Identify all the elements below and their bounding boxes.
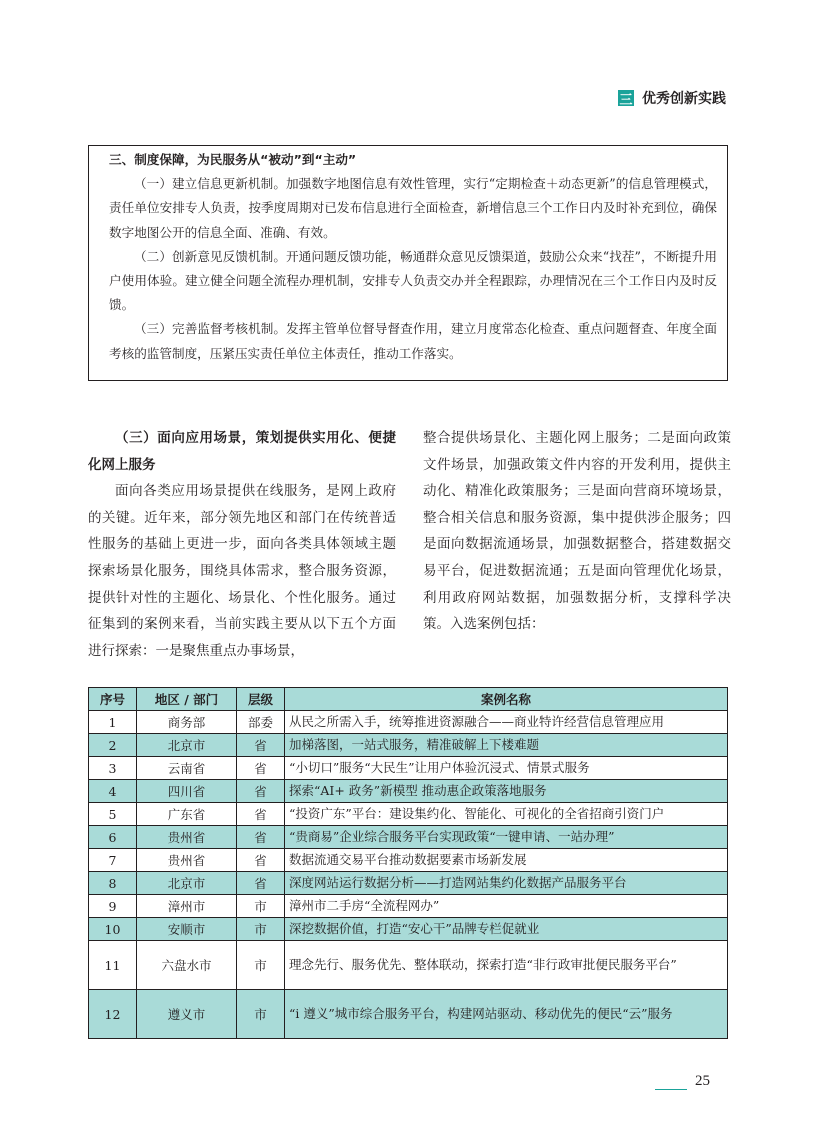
row-case-name: 漳州市二手房“全流程网办” xyxy=(285,895,728,918)
row-level: 省 xyxy=(237,757,285,780)
table-row xyxy=(89,990,728,1039)
header-level: 层级 xyxy=(237,688,285,711)
table-row xyxy=(89,918,728,941)
row-level: 省 xyxy=(237,849,285,872)
table-row xyxy=(89,803,728,826)
row-case-name: 从民之所需入手，统筹推进资源融合——商业特许经营信息管理应用 xyxy=(285,711,728,734)
header-name: 案例名称 xyxy=(285,688,728,711)
row-region: 广东省 xyxy=(137,803,237,826)
table-row xyxy=(89,711,728,734)
row-region: 安顺市 xyxy=(137,918,237,941)
table-row xyxy=(89,757,728,780)
row-region: 漳州市 xyxy=(137,895,237,918)
row-case-name: 深度网站运行数据分析——打造网站集约化数据产品服务平台 xyxy=(285,872,728,895)
table-row xyxy=(89,872,728,895)
row-region: 北京市 xyxy=(137,734,237,757)
row-case-name: 加梯落图，一站式服务，精准破解上下楼难题 xyxy=(285,734,728,757)
row-level: 市 xyxy=(237,895,285,918)
row-no: 11 xyxy=(89,941,137,990)
table-row xyxy=(89,895,728,918)
row-level: 省 xyxy=(237,803,285,826)
section-number-icon: 三 xyxy=(618,90,634,106)
row-level: 省 xyxy=(237,826,285,849)
page-number: 25 xyxy=(695,1073,710,1089)
row-case-name: “小切口”服务“大民生”让用户体验沉浸式、情景式服务 xyxy=(285,757,728,780)
row-region: 遵义市 xyxy=(137,990,237,1039)
box-paragraph-1: （一）建立信息更新机制。加强数字地图信息有效性管理，实行“定期检查＋动态更新”的信息管理模式，责任单位安排专人负责，按季度周期对已发布信息进行全面检查，新增信息三个工作日内及时补充到位，确保数字地图公开的信息全面、准确、有效。 xyxy=(109,176,717,240)
box-title: 三、制度保障，为民服务从“被动”到“主动” xyxy=(109,152,357,167)
cases-table xyxy=(88,687,728,1039)
row-no: 7 xyxy=(89,849,137,872)
row-no: 2 xyxy=(89,734,137,757)
page-number-rule xyxy=(655,1089,687,1090)
body-column-right xyxy=(423,425,731,638)
row-level: 市 xyxy=(237,990,285,1039)
row-no: 12 xyxy=(89,990,137,1039)
row-case-name: “i 遵义”城市综合服务平台，构建网站驱动、移动优先的便民“云”服务 xyxy=(285,990,728,1039)
table-row xyxy=(89,826,728,849)
body-column-left xyxy=(88,425,396,664)
row-case-name: “投资广东”平台：建设集约化、智能化、可视化的全省招商引资门户 xyxy=(285,803,728,826)
body-paragraph-left: 面向各类应用场景提供在线服务，是网上政府的关键。近年来，部分领先地区和部门在传统普适性服务的基础上更进一步，面向各类具体领域主题探索场景化服务，围绕具体需求，整合服务资源，提供针对性的主题化、场景化、个性化服务。通过征集到的案例来看，当前实践主要从以下五个方面进行探索：一是聚焦重点办事场景， xyxy=(88,483,396,659)
row-case-name: 理念先行、服务优先、整体联动，探索打造“非行政审批便民服务平台” xyxy=(285,941,728,990)
row-level: 市 xyxy=(237,941,285,990)
row-no: 8 xyxy=(89,872,137,895)
row-level: 部委 xyxy=(237,711,285,734)
section-title: 优秀创新实践 xyxy=(642,91,726,107)
row-region: 云南省 xyxy=(137,757,237,780)
institutional-guarantee-box xyxy=(88,145,728,381)
row-no: 9 xyxy=(89,895,137,918)
header-no: 序号 xyxy=(89,688,137,711)
row-level: 省 xyxy=(237,780,285,803)
box-paragraph-3: （三）完善监督考核机制。发挥主管单位督导督查作用，建立月度常态化检查、重点问题督查、年度全面考核的监管制度，压紧压实责任单位主体责任，推动工作落实。 xyxy=(109,321,717,361)
row-case-name: 探索“AI+ 政务”新模型 推动惠企政策落地服务 xyxy=(285,780,728,803)
row-no: 5 xyxy=(89,803,137,826)
header-region: 地区 / 部门 xyxy=(137,688,237,711)
row-no: 6 xyxy=(89,826,137,849)
row-region: 贵州省 xyxy=(137,826,237,849)
box-paragraph-2: （二）创新意见反馈机制。开通问题反馈功能，畅通群众意见反馈渠道，鼓励公众来“找茬”，不断提升用户使用体验。建立健全问题全流程办理机制，安排专人负责交办并全程跟踪，办理情况在三个工作日内及时反馈。 xyxy=(109,248,717,313)
row-no: 10 xyxy=(89,918,137,941)
row-region: 北京市 xyxy=(137,872,237,895)
row-region: 贵州省 xyxy=(137,849,237,872)
row-case-name: 深挖数据价值，打造“安心干”品牌专栏促就业 xyxy=(285,918,728,941)
row-region: 四川省 xyxy=(137,780,237,803)
row-case-name: 数据流通交易平台推动数据要素市场新发展 xyxy=(285,849,728,872)
row-region: 商务部 xyxy=(137,711,237,734)
table-header-row xyxy=(89,688,728,711)
row-level: 省 xyxy=(237,734,285,757)
row-level: 市 xyxy=(237,918,285,941)
section-header xyxy=(618,88,726,108)
row-no: 3 xyxy=(89,757,137,780)
row-level: 省 xyxy=(237,872,285,895)
row-region: 六盘水市 xyxy=(137,941,237,990)
body-paragraph-right: 整合提供场景化、主题化网上服务；二是面向政策文件场景，加强政策文件内容的开发利用，提供主动化、精准化政策服务；三是面向营商环境场景，整合相关信息和服务资源，集中提供涉企服务；四是面向数据流通场景，加强数据整合，搭建数据交易平台，促进数据流通；五是面向管理优化场景，利用政府网站数据，加强数据分析，支撑科学决策。入选案例包括： xyxy=(423,430,731,633)
row-no: 1 xyxy=(89,711,137,734)
table-row xyxy=(89,780,728,803)
body-subtitle: （三）面向应用场景，策划提供实用化、便捷化网上服务 xyxy=(88,430,396,473)
row-case-name: “贵商易”企业综合服务平台实现政策“一键申请、一站办理” xyxy=(285,826,728,849)
table-row xyxy=(89,734,728,757)
table-row xyxy=(89,941,728,990)
row-no: 4 xyxy=(89,780,137,803)
table-row xyxy=(89,849,728,872)
